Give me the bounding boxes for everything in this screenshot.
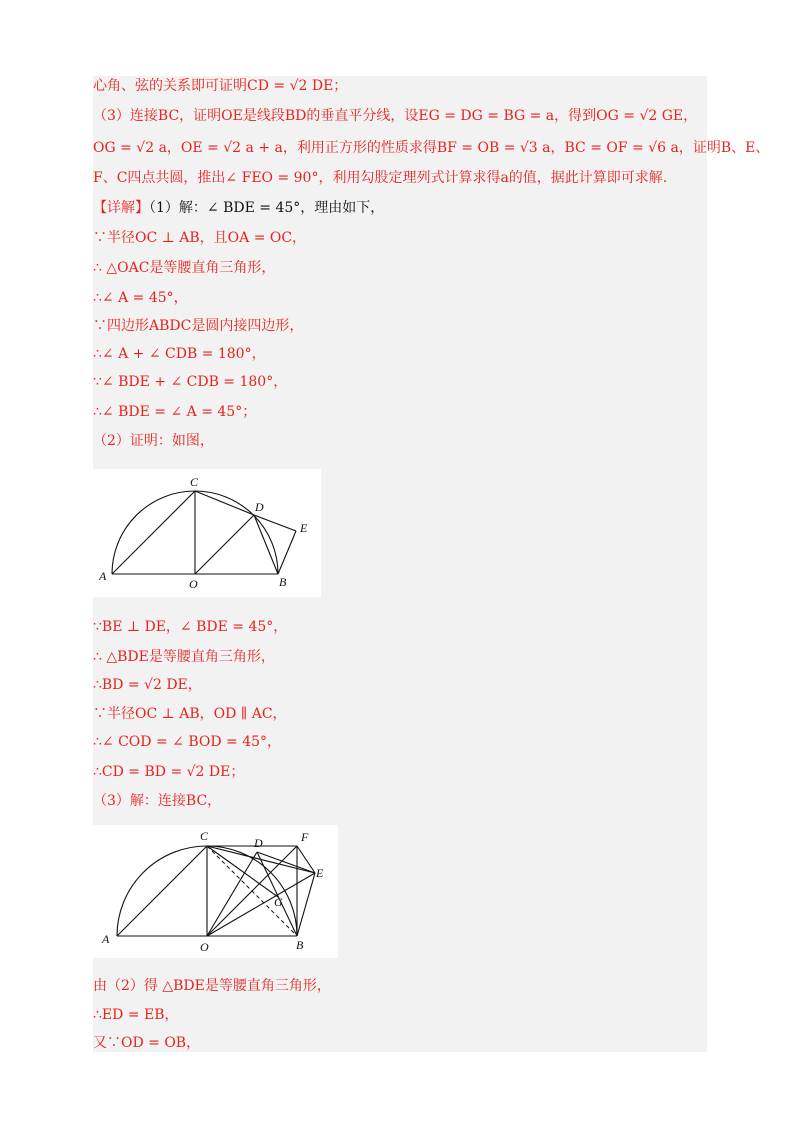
text-line: 又∵OD = OB， <box>93 1035 201 1051</box>
text-line: ∴BD = √2 DE， <box>93 677 202 693</box>
detail-tag: 【详解】 <box>93 200 149 216</box>
text-line: ∴ △OAC是等腰直角三角形， <box>93 260 276 276</box>
geometry-figure-2 <box>93 825 338 958</box>
point-label-c: C <box>190 475 199 489</box>
text-line: OG = √2 a，OE = √2 a + a，利用正方形的性质求得BF = OB = √3 a，BC = OF = √6 a，证明B、E、 <box>93 140 770 156</box>
point-label-c: C <box>200 829 209 843</box>
text-line: （3）连接BC，证明OE是线段BD的垂直平分线，设EG = DG = BG = a，得到OG = √2 GE， <box>93 108 698 124</box>
point-label-g: G <box>274 895 283 909</box>
text-line: ∵BE ⊥ DE，∠ BDE = 45°， <box>93 619 288 635</box>
text-line: ∴∠ COD = ∠ BOD = 45°， <box>93 734 282 750</box>
text-line: ∵四边形ABDC是圆内接四边形， <box>93 318 304 334</box>
text-line: （2）证明：如图， <box>93 433 214 449</box>
text-line: 心角、弦的关系即可证明CD = √2 DE； <box>93 78 348 94</box>
point-label-d: D <box>254 836 263 850</box>
point-label-a: A <box>102 932 110 946</box>
text-line: F、C四点共圆，推出∠ FEO = 90°，利用勾股定理列式计算求得a的值，据此计算即可求解. <box>93 170 668 186</box>
text-line: ∴ED = EB， <box>93 1007 179 1023</box>
text-line <box>93 197 384 219</box>
text-line: 由（2）得 △BDE是等腰直角三角形， <box>93 978 331 994</box>
text-line: ∵半径OC ⊥ AB，且OA = OC， <box>93 230 307 246</box>
detail-text: （1）解：∠ BDE = 45°，理由如下， <box>149 200 385 216</box>
point-label-a: A <box>99 569 107 583</box>
text-line: ∵∠ BDE + ∠ CDB = 180°， <box>93 374 288 390</box>
point-label-d: D <box>255 500 264 514</box>
point-label-f: F <box>301 830 309 844</box>
text-line: ∵半径OC ⊥ AB，OD ∥ AC， <box>93 706 287 722</box>
text-line: ∴ △BDE是等腰直角三角形， <box>93 649 275 665</box>
point-label-b: B <box>296 938 304 952</box>
point-label-o: O <box>200 940 209 954</box>
text-line: ∴∠ A = 45°， <box>93 290 188 306</box>
text-line: （3）解：连接BC， <box>93 793 222 809</box>
text-line: ∴CD = BD = √2 DE； <box>93 764 245 780</box>
point-label-e: E <box>316 866 324 880</box>
text-line: ∴∠ BDE = ∠ A = 45°； <box>93 404 257 420</box>
text-line: ∴∠ A + ∠ CDB = 180°， <box>93 346 266 362</box>
point-label-b: B <box>279 575 287 589</box>
geometry-figure-1 <box>93 469 321 597</box>
point-label-o: O <box>189 577 198 591</box>
point-label-e: E <box>300 521 308 535</box>
